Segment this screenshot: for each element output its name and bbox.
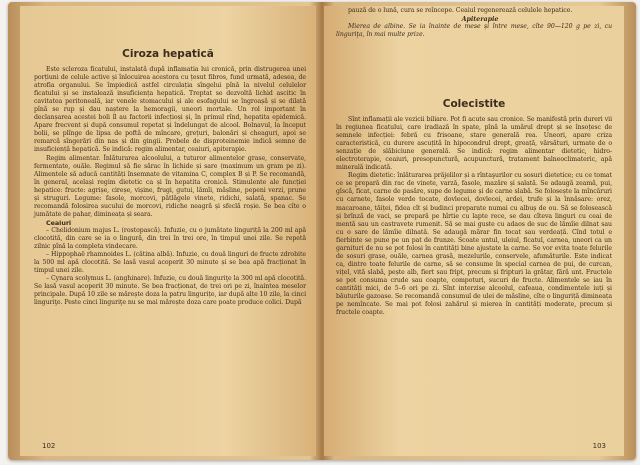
paragraph: pauză de o lună, cura se reîncepe. Ceaiul regenerează celulele hepatice. (348, 7, 573, 14)
ceai-entry: – Chelidonium majus L. (rostopască). Infuzie, cu o jumătate linguriță la 200 ml apă clocotită, din care se ia o lingură, din trei în trei ore, în timpul unei zile. Se repetă zilnic pînă la completa vindecare. (34, 226, 306, 251)
ceaiuri-heading: Ceaiuri (46, 218, 72, 227)
apiterapie-text: Mierea de albine. Se ia înainte de mese și între mese, cîte 90—120 g pe zi, cu linguriţa, în mai multe prize. (336, 23, 612, 39)
right-page-top (336, 7, 612, 39)
left-page (20, 6, 316, 456)
paragraph: Sînt inflamații ale vezicii biliare. Pot fi acute sau cronice. Se manifestă prin dureri vii în regiunea ficatului, care iradiază în spate, pînă la umărul drept și se însoțesc de semnele infecției: febră cu frisoane, stare generală rea. Uneori, apare criza caracteristică, cu durere ascuțită în hipocondrul drept, greață, vărsături, urmate de o senzație de slăbiciune generală. Se indică: regim alimentar dietetic, hidro-electroterapie, ceaiuri, presopunctură, acupunctură, tratament balneoclimateric, apă minerală indicată. (336, 116, 612, 172)
page-number-left: 102 (42, 442, 56, 450)
ceai-entry: – Cynara scolymus L. (anghinare). Infuzie, cu două linguriţe la 300 ml apă clocotită. Se lasă vasul acoperit 30 minute. Se bea fracționat, de trei ori pe zi, înaintea meselor principale. După 10 zile se mărește doza la patru lingurițe, iar după alte 10 zile, la cinci linguriţe. Peste cinci linguriţe nu se mai mărește doza care poate produce colici. După (34, 275, 306, 307)
right-page-body (336, 116, 612, 317)
open-book (8, 2, 636, 460)
ceai-entry: – Hippophaë rhamnoides L. (cătina albă). Infuzie, cu două linguri de fructe zdrobite la 500 ml apă clocotită. Se lasă vasul acoperit 30 minute și se bea apă fracționat în timpul unei zile. (34, 251, 306, 275)
page-number-right: 103 (592, 442, 606, 450)
paragraph: Este scleroza ficatului, instalată după inflamatia lui cronică, prin distrugerea unei porțiuni de celule active și înlocuirea acestora cu țesut fibros, fund urmată, adesea, de atrofia organului. Se împiedică astfel circulația sîngelui pînă la nivelul celulelor ficatului și se instalează insuficiența hepatică. Treptat se dezvoltă lichid ascitic în cavitatea peritoneală, iar venele stomacului și ale esofagului se îngroașă și se dilată pînă se rup și dau naștere la hemoragii, uneori mortale. Un rol important în declanșarea acestei boli îl au factorii infecțioși și, în primul rînd, hepatita epidemică. Apare frecvent și după consumul repetat și îndelungat de alcool. Bolnavul, la început bolii, se plînge de lipsa de poftă de mîncare, grețuri, balonări și cheaguri, apoi se remarcă sîngerări din nas și din gingii. Probele de disproteinemie indică semne de insuficiență hepatică. Se indică: regim alimentar, ceaiuri, apiterapie. (34, 66, 306, 154)
chapter-title-colecistite: Colecistite (442, 98, 506, 110)
right-page (324, 6, 624, 456)
apiterapie-heading: Apiterapie (461, 15, 499, 24)
paragraph: Regim dietetic: înlăturarea prăjelilor și a rîntaşurilor cu sosuri dietetice; cu ce tomat ce se prepară din rac de vinete, varză, fasole, mazăre și salată. Se adaugă zeamă, pui, gîscă, ficat, carne de pasăre, supe de legume și de carne slabă. Se folosește la mîncăruri cu carnete, fasole verde tocate, dovlecei, dovlecei, ardei, trufe și la înnăsare: orez, macaroane, tăiței, fidea cît și budinci preparate numai cu albuș de ou. Să se folosească și brînză de vaci, se prepară pe hîrtie cu lapte rece, se dau cîteva linguri cu ceai de mentă sau un castravete rumenit. Să se mai guste cu adaos de suc de lămîie dilnat sau cu o sare de lămîie dilnată. Se adaugă mărar fin tocat sau verdeață. Cînd totul e fierbinte se pune pe un pat de frunze. Scoate untul, uleiul, ficatul, carnea, uneori ca un garnituri de nu se pot folosi în cantități bine ajustate la carne. Se vor evita toate felurile de sosuri grase, ouăle, carnea grasă, mezelurile, conservele, afumăturile. Este indicat ca, dintre toate felurile de carne, să se consume în special carnea de pui, de curcan, vițel, vită slabă, pește alb, fiert sau fript, precum și fripturi la grătar, fără unt. Fructele se pot consuma crude sau coapte, compoturi, sucuri de fructe. Alimentele se iau în cantități mici, de 5–6 ori pe zi. Sînt interzise alcoolul, cafeaua, condimentele iuți și băuturile gazoase. Se recomandă consumul de ulei de măsline, cîte o linguriță dimineața pe nemîncate. Se mai pot folosi zahărul și mierea în cantități moderate, precum și fructele coapte. (336, 172, 612, 317)
left-page-body (34, 66, 306, 307)
paragraph: Regim alimentar. Înlăturarea alcoolului, a tuturor alimentelor grase, conservate, fermentate, ouăle. Regimul să fie sărac în lichide și sare (maximum un gram pe zi). Alimentele să aducă cantități însemnate de vitamina C, complex B și P. Se recomandă, în general, același regim dietetic ca și în hepatita cronică. Stimulente ale funcției hepatice: fructe: agrișe, cireșe, vișine, frugi, gutui, lămîi, mășline, pepeni verzi, prune și struguri. Legume: fasole, morcovi, pătlăgele vinete, ridichi, salată, spanac. Se recomandă folosirea sucului de morcovi, ridiche neagră și sfeclă roșie. Se bea cîte o jumătate de pahar, dimineața și seara. (34, 154, 306, 218)
chapter-title-ciroza: Ciroza hepatică (122, 48, 214, 60)
